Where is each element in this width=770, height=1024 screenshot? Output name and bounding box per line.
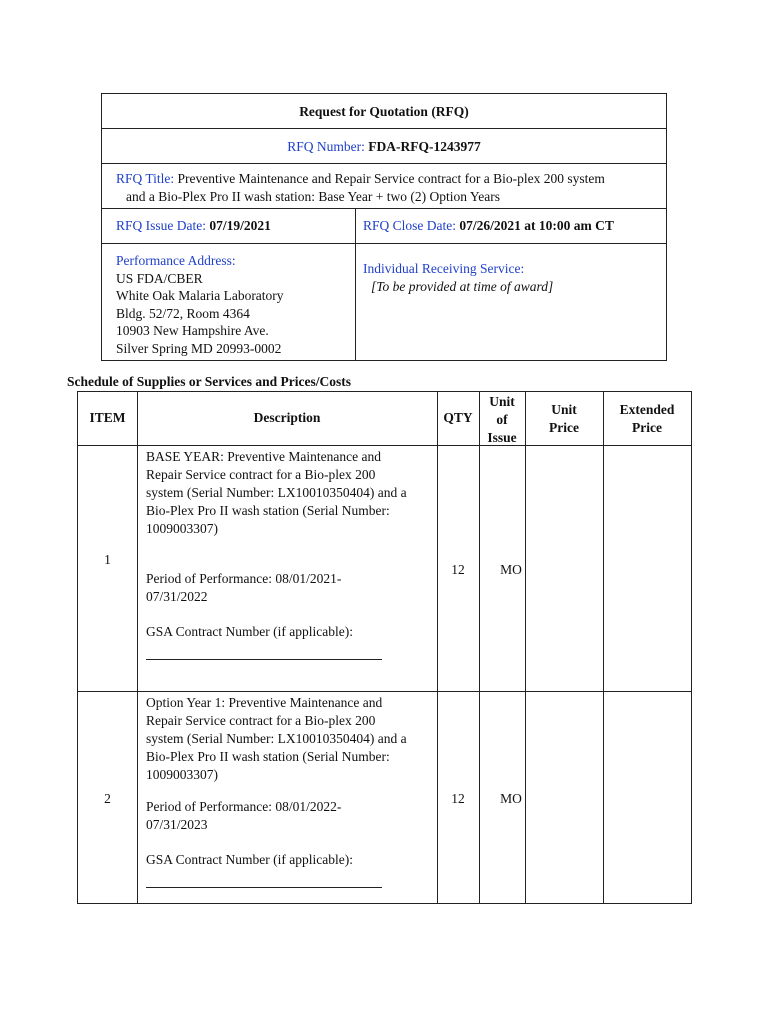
rfq-number-row	[102, 129, 666, 164]
gsa-contract-number: GSA Contract Number (if applicable):	[146, 852, 353, 867]
rfq-title-detail-row	[102, 164, 666, 209]
item-unit: MO	[500, 562, 522, 577]
receiving-service-note: [To be provided at time of award]	[371, 279, 554, 294]
address-line: 10903 New Hampshire Ave.	[116, 323, 269, 338]
col-header-item: ITEM	[89, 410, 126, 425]
desc-line: system (Serial Number: LX10010350404) and a	[146, 731, 407, 746]
desc-line: Bio-Plex Pro II wash station (Serial Number:	[146, 749, 390, 764]
col-header-unit-price	[525, 401, 603, 437]
rfq-title-value-line2: and a Bio-Plex Pro II wash station: Base Year + two (2) Option Years	[126, 189, 500, 204]
item-description	[146, 694, 438, 888]
header-text: Price	[632, 420, 662, 435]
issue-date-label: RFQ Issue Date:	[116, 218, 206, 233]
close-date-value: 07/26/2021 at 10:00 am CT	[459, 218, 614, 233]
desc-line: Repair Service contract for a Bio-plex 200	[146, 467, 376, 482]
desc-line: 1009003307)	[146, 767, 218, 782]
column-divider	[603, 392, 604, 903]
period-of-performance: 07/31/2022	[146, 589, 208, 604]
performance-address-label: Performance Address:	[116, 253, 236, 268]
rfq-title-row	[102, 94, 666, 129]
item-description	[146, 448, 438, 660]
performance-address	[102, 244, 356, 360]
gsa-contract-number: GSA Contract Number (if applicable):	[146, 624, 353, 639]
column-divider	[137, 392, 138, 903]
column-divider	[479, 392, 480, 903]
close-date-label: RFQ Close Date:	[363, 218, 456, 233]
header-text: Price	[549, 420, 579, 435]
rfq-title-label: RFQ Title:	[116, 171, 175, 186]
header-text: Extended	[619, 402, 675, 417]
header-text: Unit	[551, 402, 577, 417]
desc-line: Bio-Plex Pro II wash station (Serial Number:	[146, 503, 390, 518]
col-header-unit-of-issue	[479, 393, 525, 447]
item-qty: 12	[451, 562, 465, 577]
col-header-qty: QTY	[443, 410, 473, 425]
rfq-number-value: FDA-RFQ-1243977	[368, 139, 481, 154]
col-header-description: Description	[253, 410, 321, 425]
receiving-service-label: Individual Receiving Service:	[363, 261, 525, 276]
rfq-header-box	[101, 93, 667, 361]
row-divider	[78, 691, 691, 692]
header-text: Issue	[487, 430, 517, 445]
period-of-performance: Period of Performance: 08/01/2021-	[146, 571, 342, 586]
desc-line: Option Year 1: Preventive Maintenance and	[146, 695, 383, 710]
rfq-dates-row	[102, 209, 666, 244]
column-divider	[525, 392, 526, 903]
gsa-blank-line	[146, 887, 382, 888]
item-number: 2	[104, 791, 111, 806]
schedule-table	[77, 391, 692, 904]
desc-line: system (Serial Number: LX10010350404) and a	[146, 485, 407, 500]
address-line: Bldg. 52/72, Room 4364	[116, 305, 250, 321]
desc-line: 1009003307)	[146, 521, 218, 536]
desc-line: BASE YEAR: Preventive Maintenance and	[146, 449, 381, 464]
address-line: White Oak Malaria Laboratory	[116, 288, 284, 303]
row-divider	[78, 445, 691, 446]
period-of-performance: Period of Performance: 08/01/2022-	[146, 799, 342, 814]
rfq-title-value-line1: Preventive Maintenance and Repair Service contract for a Bio-plex 200 system	[177, 171, 605, 186]
address-line: Silver Spring MD 20993-0002	[116, 340, 282, 356]
col-header-extended-price	[603, 401, 691, 437]
gsa-blank-line	[146, 659, 382, 660]
address-line: US FDA/CBER	[116, 270, 203, 286]
item-qty: 12	[451, 791, 465, 806]
rfq-heading: Request for Quotation (RFQ)	[299, 104, 469, 119]
desc-line: Repair Service contract for a Bio-plex 200	[146, 713, 376, 728]
rfq-number-label: RFQ Number:	[287, 139, 365, 154]
header-text: of	[496, 412, 508, 427]
header-text: Unit	[489, 394, 515, 409]
item-unit: MO	[500, 791, 522, 806]
period-of-performance: 07/31/2023	[146, 817, 208, 832]
rfq-address-row	[102, 244, 666, 360]
schedule-heading: Schedule of Supplies or Services and Prices/Costs	[67, 374, 352, 389]
receiving-service	[356, 244, 666, 360]
issue-date-value: 07/19/2021	[209, 218, 271, 233]
item-number: 1	[104, 552, 111, 567]
